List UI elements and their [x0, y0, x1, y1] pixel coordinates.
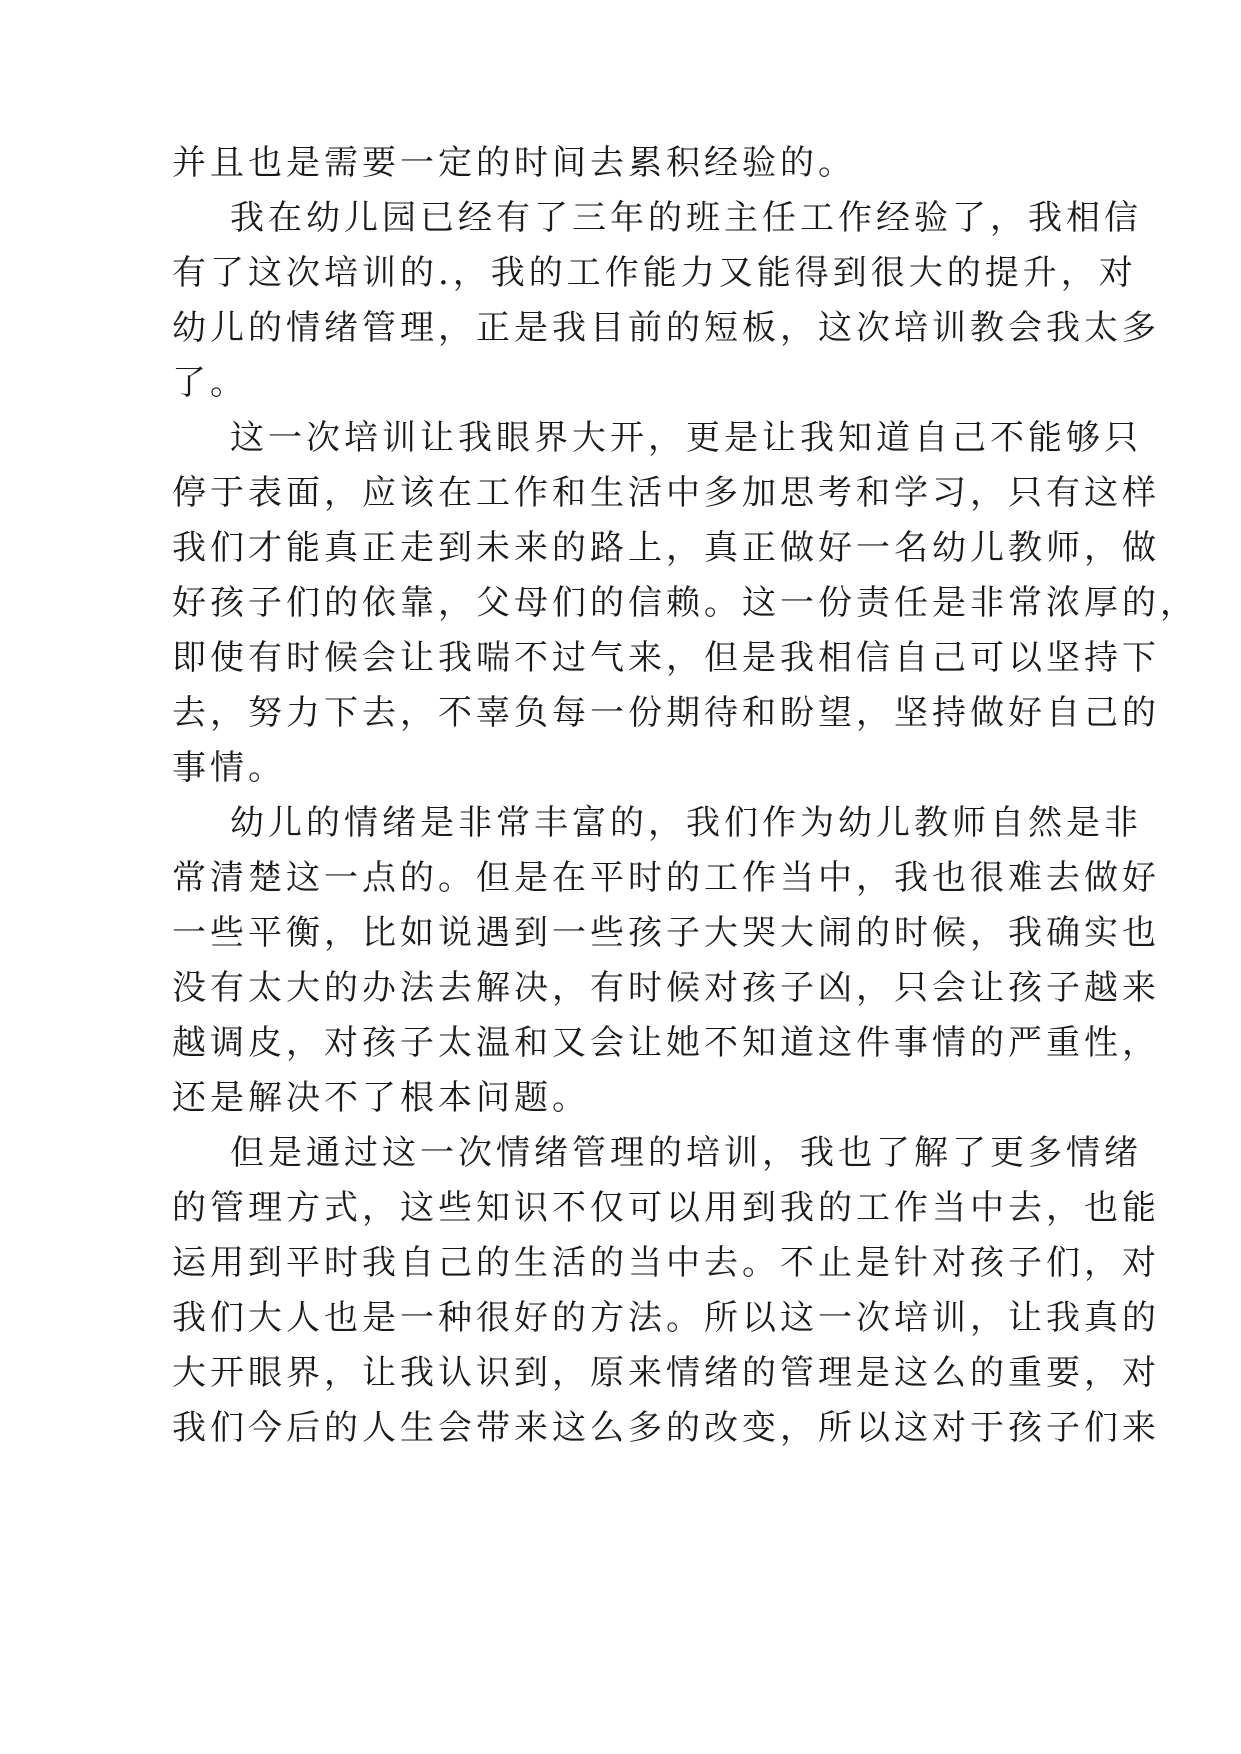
text-line: 并且也是需要一定的时间去累积经验的。	[172, 143, 856, 183]
text-line: 幼儿的情绪管理，正是我目前的短板，这次培训教会我太多	[172, 308, 1160, 348]
text-line: 了。	[172, 363, 248, 403]
text-line: 一些平衡，比如说遇到一些孩子大哭大闹的时候，我确实也	[172, 913, 1160, 953]
text-line: 没有太大的办法去解决，有时候对孩子凶，只会让孩子越来	[172, 968, 1160, 1008]
text-line: 常清楚这一点的。但是在平时的工作当中，我也很难去做好	[172, 858, 1160, 898]
paragraph-first-line: 这一次培训让我眼界大开，更是让我知道自己不能够只	[230, 418, 1142, 458]
text-line: 的管理方式，这些知识不仅可以用到我的工作当中去，也能	[172, 1188, 1160, 1228]
text-line: 事情。	[172, 748, 286, 788]
text-line: 有了这次培训的.，我的工作能力又能得到很大的提升，对	[172, 253, 1137, 293]
text-line: 去，努力下去，不辜负每一份期待和盼望，坚持做好自己的	[172, 693, 1160, 733]
paragraph-first-line: 但是通过这一次情绪管理的培训，我也了解了更多情绪	[230, 1133, 1142, 1173]
text-line: 还是解决不了根本问题。	[172, 1078, 590, 1118]
text-line: 我们才能真正走到未来的路上，真正做好一名幼儿教师，做	[172, 528, 1160, 568]
text-line: 大开眼界，让我认识到，原来情绪的管理是这么的重要，对	[172, 1353, 1160, 1393]
text-line: 我们今后的人生会带来这么多的改变，所以这对于孩子们来	[172, 1408, 1160, 1448]
text-line: 越调皮，对孩子太温和又会让她不知道这件事情的严重性，	[172, 1023, 1160, 1063]
text-line: 运用到平时我自己的生活的当中去。不止是针对孩子们，对	[172, 1243, 1160, 1283]
text-line: 停于表面，应该在工作和生活中多加思考和学习，只有这样	[172, 473, 1160, 513]
paragraph-first-line: 幼儿的情绪是非常丰富的，我们作为幼儿教师自然是非	[230, 803, 1142, 843]
text-line: 即使有时候会让我喘不过气来，但是我相信自己可以坚持下	[172, 638, 1160, 678]
text-line: 我们大人也是一种很好的方法。所以这一次培训，让我真的	[172, 1298, 1160, 1338]
text-line: 好孩子们的依靠，父母们的信赖。这一份责任是非常浓厚的，	[172, 583, 1198, 623]
paragraph-first-line: 我在幼儿园已经有了三年的班主任工作经验了，我相信	[230, 198, 1142, 238]
